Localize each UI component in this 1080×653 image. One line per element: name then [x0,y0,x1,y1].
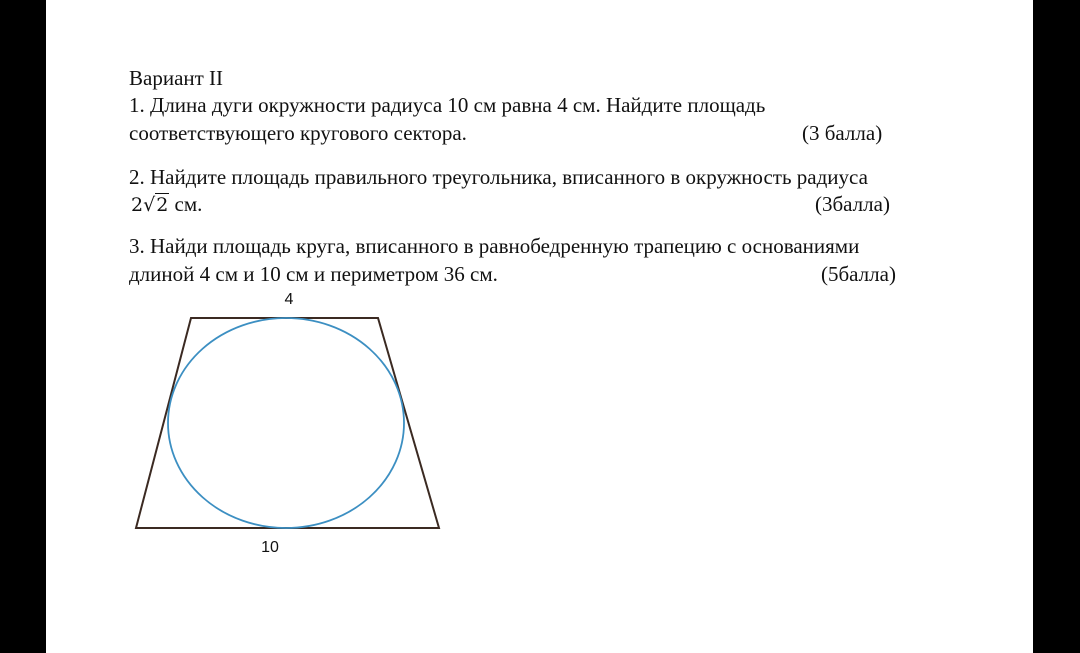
trapezoid-shape [136,318,439,528]
variant-title: Вариант II [129,66,224,90]
problem-2-points: (3балла) [815,192,890,216]
problem-1-line-1: 1. Длина дуги окружности радиуса 10 см равна 4 см. Найдите площадь [129,93,766,117]
problem-3-line-1: 3. Найди площадь круга, вписанного в равнобедренную трапецию с основаниями [129,234,860,258]
radius-unit: см. [169,192,203,216]
radicand: 2 [156,194,169,216]
inscribed-circle [168,318,404,528]
top-base-label: 4 [284,291,294,308]
radical-sign: √ [143,194,156,216]
problem-3-points: (5балла) [821,262,896,286]
problem-1-line-2: соответствующего кругового сектора. [129,121,467,145]
problem-2-line-1: 2. Найдите площадь правильного треугольника, вписанного в окружность радиуса [129,165,868,189]
bottom-base-label: 10 [261,539,279,556]
radius-coefficient: 2 [131,194,144,216]
problem-3-line-2: длиной 4 см и 10 см и периметром 36 см. [129,262,498,286]
problem-1-points: (3 балла) [802,121,883,145]
